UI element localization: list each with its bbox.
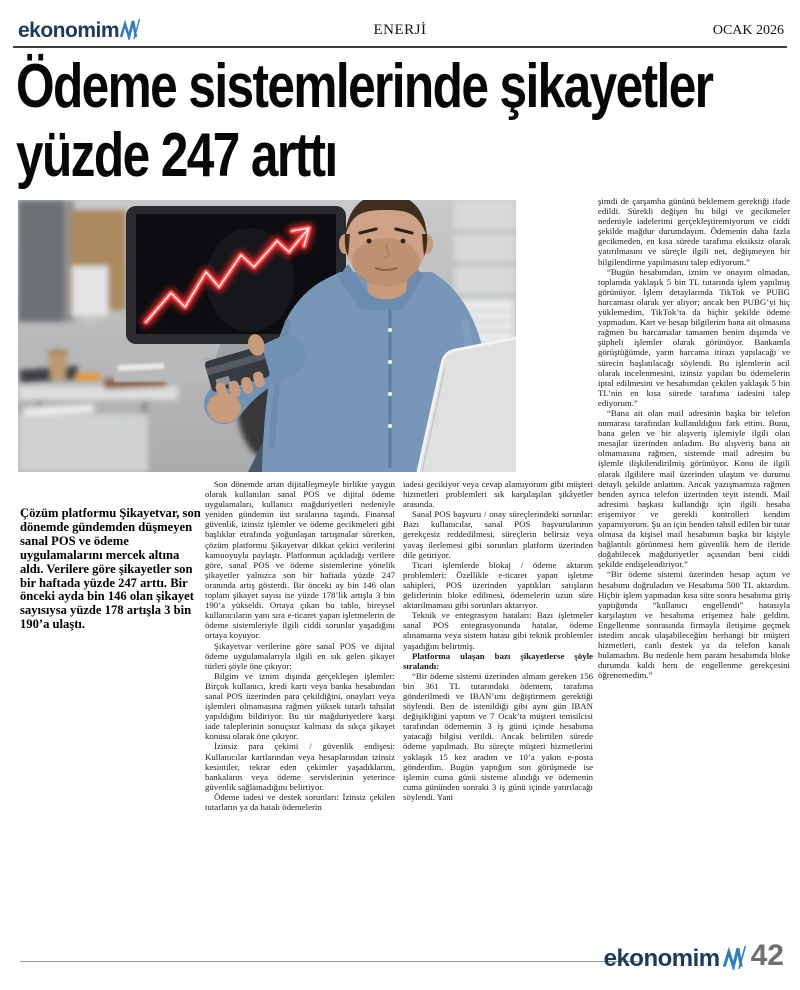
logo-wordmark: ekonomim — [18, 19, 120, 42]
paragraph: İzinsiz para çekimi / güvenlik endişesi: Kullanıcılar kartlarından veya hesaplarından izinsiz kesintiler, tekrar eden çekimler yaşadıklarını, bankaların veya ödeme servislerinin yeterince güvenlik sağlamadığını belirtiyor. — [205, 741, 395, 792]
background-desk — [18, 386, 178, 400]
paragraph: Ödeme iadesi ve destek sorunları: İzinsiz çekilen tutarların ya da hatalı ödemelerin — [205, 791, 395, 812]
paragraph: Bilgim ve iznim dışında gerçekleşen işlemler: Birçok kullanıcı, kredi kartı veya banka hesabından sanal POS üzerinden para çekildiğini, onayları veya işlemleri olmamasına rağmen yüksek tutarlı tahsilat yapıldığını bildiriyor. Bu tür mağduriyetlere karşı iade taleplerinin sonuçsuz kalması da sıkça şikayet konusu olarak öne çıkıyor. — [205, 670, 395, 742]
eye — [367, 239, 372, 244]
headline — [16, 52, 800, 190]
footer-logo-wordmark: ekonomim — [603, 945, 720, 972]
subhead: Platforma ulaşan bazı şikayetlerse şöyle sıralandı: — [403, 650, 593, 671]
footer-logo-zigzag-slash-icon — [723, 945, 746, 970]
body-column-2 — [403, 479, 593, 949]
body-column-1 — [205, 479, 395, 949]
background-monitor — [72, 266, 108, 316]
headline-line-2: yüzde 247 arttı — [16, 121, 337, 190]
paragraph: Sanal POS başvuru / onay süreçlerindeki sorunlar: Bazı kullanıcılar, sanal POS başvurularının gerekçesiz reddedilmesi, süreçlerin belirsiz veya yavaş ilerlemesi gibi sorunları platform üzerinden dile getiriyor. — [403, 509, 593, 560]
coffee-cup — [48, 352, 68, 380]
article-photo — [18, 200, 516, 472]
paragraph: Son dönemde artan dijitalleşmeyle birlikte yaygın olarak kullanılan sanal POS ve dijital ödeme uygulamaları, kullanıcı mağduriyetleri nedeniyle yeniden gündemin üst sıralarına taşındı. Finansal güvenlik, izinsiz işlemler ve ödeme gecikmeleri gibi başlıklar etrafında yoğunlaşan tartışmalar sürerken, çözüm platformu Şikayetvar dikkat çekici verilerini kamuoyuyla paylaştı. Platformun açıkladığı verilere göre, sanal POS ve ödeme sistemlerine yönelik şikayetler yalnızca son bir haftada yüzde 247 oranında artış gösterdi. Bir önceki ay bin 146 olan toplam şikayet sayısı ise yüzde 178’lik artışla 3 bin 190’a yükseldi. Ortaya çıkan bu tablo, bireysel kullanıcıların yanı sıra e-ticaret yapan işletmelerin de ödeme sistemleriyle ilgili ciddi sorunlar yaşadığını ortaya koyuyor. — [205, 479, 395, 641]
issue-date: OCAK 2026 — [712, 23, 784, 38]
page-number: 42 — [750, 939, 784, 972]
paragraph: Şikayetvar verilerine göre sanal POS ve dijital ödeme uygulamalarıyla ilgili en sık gelen şikayet türleri şöyle öne çıkıyor: — [205, 640, 395, 671]
section-title: ENERJİ — [373, 22, 427, 38]
paragraph: şimdi de çarşamba gününü beklemem gerektiği ifade edildi. Sürekli değişen bu bilgi ve gecikmeler nedeniyle iadelerimi gerçekleştiremiyorum ve ciddi şekilde mağdur durumdayım. Ödemenin daha fazla gecikmeden, en kısa sürede tarafıma eksiksiz olarak yatırılmasını ve süreçle ilgili net, değişmeyen bir bilgilendirme yapılmasını talep ediyorum.” — [598, 196, 790, 267]
masthead-rule — [13, 46, 787, 48]
standfirst: Çözüm platformu Şikayetvar, son dönemde gündemden düşmeyen sanal POS ve ödeme uygulamalarını mercek altına aldı. Verilere göre şikayetler son bir haftada yüzde 247 arttı. Bir önceki ayda bin 146 olan şikayet sayısıysa yüzde 178 artışla 3 bin 190’a ulaştı. — [20, 506, 201, 632]
paragraph: Teknik ve entegrasyon hataları: Bazı işletmeler sanal POS entegrasyonunda hatalar, ödeme alınamama veya sistem hatası gibi teknik problemler yaşadığını belirtmiş. — [403, 610, 593, 651]
paragraph: “Bir ödeme sistemi üzerinden almam gereken 156 bin 361 TL tutarındaki ödemem, tarafıma gönderilmedi ve IBAN’ımı değiştirmem gerektiği söylendi. Ben de istenildiği gibi aynı gün IBAN değişikliğini yaptım ve 7 Ocak’ta müşteri temsilcisi tarafından ödememin 3 iş günü içinde hesabıma yatacağı bilgisi verildi. Ancak belirtilen sürede ödeme yapılmadı. Bu süreçte müşteri hizmetlerini yaklaşık 15 kez aradım ve 10’a yakın e-posta gönderdim. Bugün yaptığım son görüşmede ise işlemin cuma günü sisteme alındığı ve ödemenin cuma gününden sonraki 3 iş günü içinde yatırılacağı söylendi. Yani — [403, 670, 593, 802]
paragraph: “Bir ödeme sistemi üzerinden hesap açtım ve hesabımı doğruladım ve Hesabıma 500 TL aktardım. Hiçbir işlem yapmadan kısa süre sonra hesabıma giriş yaptığımda “kullanıcı engellendi” hatasıyla karşılaştım ve hesabıma erişemez hale geldim. Engellenme sonrasında firmayla iletişime geçmek istedim ancak ulaşabileceğim herhangi bir müşteri hizmetleri, canlı destek ya da telefon kanalı bulamadım. Bu nedenle hem param hesabımda bloke durumda kaldı hem de engellenme gerekçesini öğrenemedim.” — [598, 569, 790, 681]
sticky-notes — [76, 373, 100, 381]
headline-line-1: Ödeme sistemlerinde şikayetler — [16, 52, 713, 121]
paragraph: “Bana ait olan mail adresinin başka bir telefon numarası tarafından kullanıldığını fark ettim. Bunu, bana gelen ve bir alışveriş işlemiyle ilgili olan mesajlar üzerinden anladım. Bu alışveriş bana ait olmamasına rağmen, sistemde mail adresim bu işlemle ilişkilendirilmiş görünüyor. Konu ile ilgili olarak ilgililere mail üzerinden ulaştım ve durumu detaylı şekilde anlattım. Ancak yazışmamıza rağmen benden ayrıca telefon üzerinden teyit istendi. Mail adresimi başkası kullandığı için ilgili hesaba erişemiyor ve gerekli kontrolleri kendim yapamıyorum. Şu an için benden tahsil edilen bir tutar olmasa da kişisel mail hesabımın başka bir kişiyle bağlantılı görünmesi hem güvenlik hem de ileride doğabilecek mağduriyetler açısından beni ciddi şekilde endişelendiriyor.” — [598, 407, 790, 570]
masthead — [0, 0, 800, 47]
paragraph: iadesi gecikiyor veya cevap alamıyorum gibi müşteri hizmetleri problemleri sık karşılaşılan şikâyetler arasında. — [403, 479, 593, 510]
footer-folio — [604, 941, 784, 971]
paragraph: Ticari işlemlerde blokaj / ödeme aktarım problemleri: Özellikle e-ticaret yapan işletme sahipleri, POS üzerinden yaptıkları satışların gelirlerinin bloke edilmesi, ödemelerin uzun süre aktarılmaması gibi sorunları aktarıyor. — [403, 559, 593, 611]
body-column-3 — [598, 196, 790, 949]
eye — [401, 239, 406, 244]
photo-illustration — [18, 200, 516, 472]
footer-rule — [20, 961, 638, 962]
paragraph: “Bugün hesabımdan, iznim ve onayım olmadan, toplamda yaklaşık 5 bin TL tutarında işlem yapılmış görünüyor. İşlem detaylarında TikTok ve PUBG harcaması olarak yer alıyor; ancak ben PUBG’yi hiç yüklemedim, TikTok’ta da hiçbir şekilde ödeme yapmadım. Kart ve hesap bilgilerim bana ait olmasına rağmen bu harcamalar tamamen benim dışımda ve şüpheli işlemler olarak görünüyor. Bankamla görüştüğümde, yarın harcama itirazı yapılacağı ve sürecin başlatılacağı söylendi. Bu işlemlerin acil olarak incelenmesini, izinsiz yapılan bu ödemelerin iptal edilmesini ve hesabımdan çekilen yaklaşık 5 bin TL’nin en kısa sürede tarafıma iadesini talep ediyorum.” — [598, 266, 790, 408]
